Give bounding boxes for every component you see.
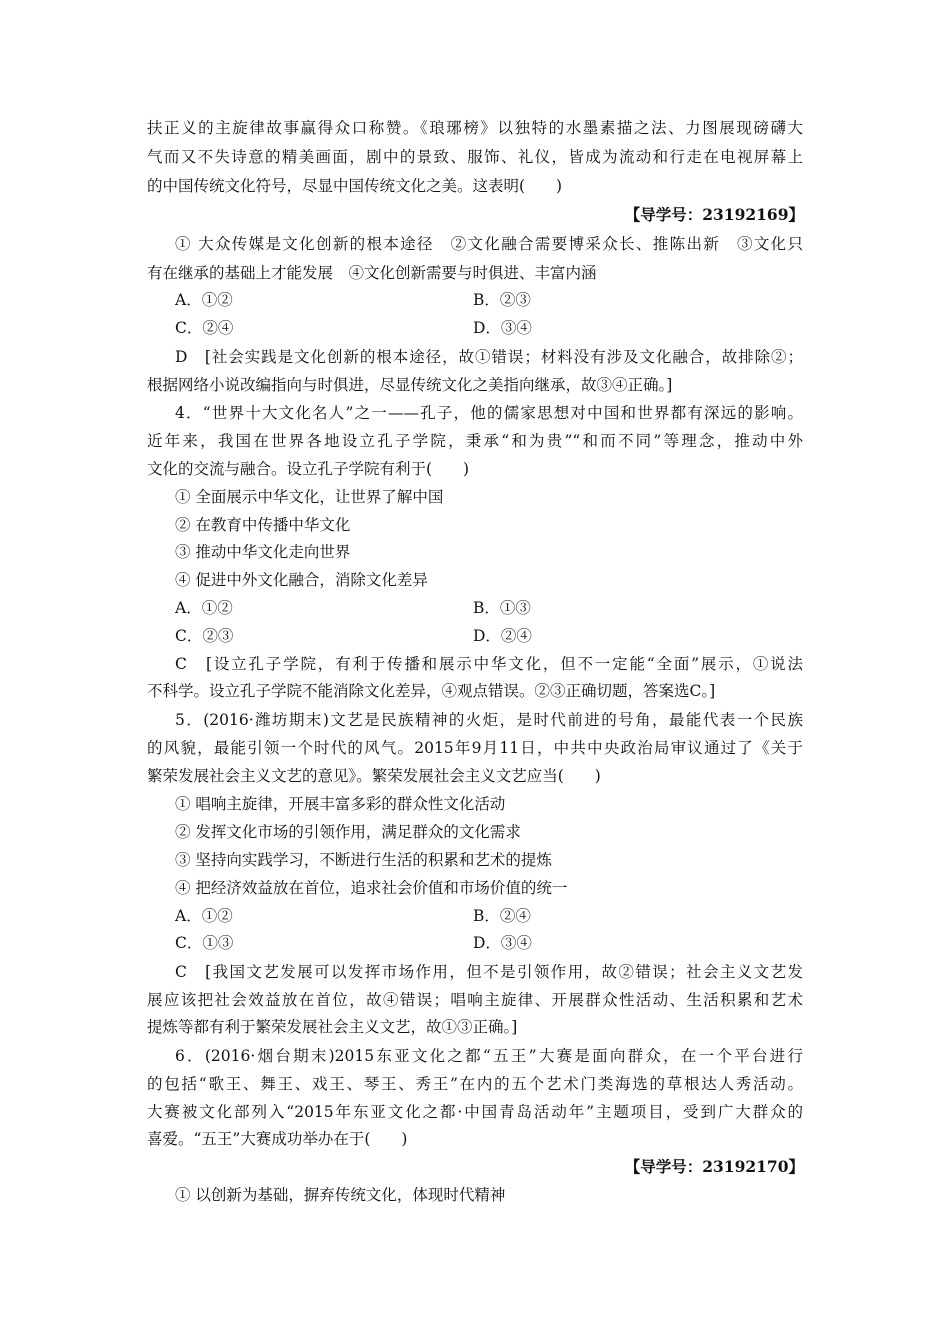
question-6: 6．(2016·烟台期末)2015东亚文化之都“五王”大赛是面向群众，在一个平台进行 [175, 1047, 803, 1065]
option-c: C．①③ [175, 934, 234, 952]
option-d: D．③④ [473, 319, 532, 337]
text-line: 文化的交流与融合。设立孔子学院有利于( ) [147, 460, 470, 478]
statement-line: ④ 把经济效益放在首位，追求社会价值和市场价值的统一 [175, 879, 568, 897]
option-c: C．②④ [175, 319, 234, 337]
option-c: C．②③ [175, 627, 234, 645]
statement-line: ④ 促进中外文化融合，消除文化差异 [175, 571, 428, 589]
answer-line: 根据网络小说改编指向与时俱进，尽显传统文化之美指向继承，故③④正确。] [147, 376, 673, 394]
text-line: 的包括“歌王、舞王、戏王、琴王、秀王”在内的五个艺术门类海选的草根达人秀活动。 [147, 1075, 803, 1093]
option-b: B．②③ [473, 291, 531, 309]
statement-line: 有在继承的基础上才能发展 ④文化创新需要与时俱进、丰富内涵 [147, 264, 597, 282]
answer-line: 不科学。设立孔子学院不能消除文化差异，④观点错误。②③正确切题，答案选C。] [147, 682, 716, 700]
question-4: 4．“世界十大文化名人”之一——孔子，他的儒家思想对中国和世界都有深远的影响。 [175, 404, 803, 422]
statement-line: ② 发挥文化市场的引领作用，满足群众的文化需求 [175, 823, 521, 841]
option-a: A．①② [175, 907, 233, 925]
option-a: A．①② [175, 599, 233, 617]
option-d: D．③④ [473, 934, 532, 952]
text-line: 繁荣发展社会主义文艺的意见》。繁荣发展社会主义文艺应当( ) [147, 767, 601, 785]
option-a: A．①② [175, 291, 233, 309]
text-line: 喜爱。“五王”大赛成功举办在于( ) [147, 1130, 408, 1148]
statement-line: ③ 坚持向实践学习，不断进行生活的积累和艺术的提炼 [175, 851, 552, 869]
option-b: B．②④ [473, 907, 531, 925]
text-line: 大赛被文化部列入“2015年东亚文化之都·中国青岛活动年”主题项目，受到广大群众的 [147, 1103, 803, 1121]
statement-line: ① 以创新为基础，摒弃传统文化，体现时代精神 [175, 1186, 506, 1204]
text-line: 的风貌，最能引领一个时代的风气。2015年9月11日，中共中央政治局审议通过了《关于 [147, 739, 803, 757]
answer-line: 提炼等都有利于繁荣发展社会主义文艺，故①③正确。] [147, 1018, 518, 1036]
answer-line: C [我国文艺发展可以发挥市场作用，但不是引领作用，故②错误；社会主义文艺发 [175, 963, 803, 981]
answer-line: D [社会实践是文化创新的根本途径，故①错误；材料没有涉及文化融合，故排除②； [175, 348, 803, 366]
statement-line: ③ 推动中华文化走向世界 [175, 543, 351, 561]
text-line: 扶正义的主旋律故事赢得众口称赞。《琅琊榜》以独特的水墨素描之法、力图展现磅礴大 [147, 119, 803, 137]
question-5: 5．(2016·潍坊期末)文艺是民族精神的火炬，是时代前进的号角，最能代表一个民族 [175, 711, 803, 729]
statement-line: ① 大众传媒是文化创新的根本途径 ②文化融合需要博采众长、推陈出新 ③文化只 [175, 235, 803, 253]
option-b: B．①③ [473, 599, 531, 617]
text-line: 气而又不失诗意的精美画面，剧中的景致、服饰、礼仪，皆成为流动和行走在电视屏幕上 [147, 148, 803, 166]
text-line: 近年来，我国在世界各地设立孔子学院，秉承“和为贵”“和而不同”等理念，推动中外 [147, 432, 803, 450]
answer-line: 展应该把社会效益放在首位，故④错误；唱响主旋律、开展群众性活动、生活积累和艺术 [147, 991, 803, 1009]
statement-line: ① 全面展示中华文化，让世界了解中国 [175, 488, 444, 506]
text-line: 的中国传统文化符号，尽显中国传统文化之美。这表明( ) [147, 177, 563, 195]
guide-number: 【导学号：23192170】 [624, 1157, 804, 1176]
statement-line: ① 唱响主旋律，开展丰富多彩的群众性文化活动 [175, 795, 506, 813]
guide-number: 【导学号：23192169】 [624, 205, 804, 224]
statement-line: ② 在教育中传播中华文化 [175, 516, 351, 534]
answer-line: C [设立孔子学院，有利于传播和展示中华文化，但不一定能“全面”展示，①说法 [175, 655, 803, 673]
option-d: D．②④ [473, 627, 532, 645]
